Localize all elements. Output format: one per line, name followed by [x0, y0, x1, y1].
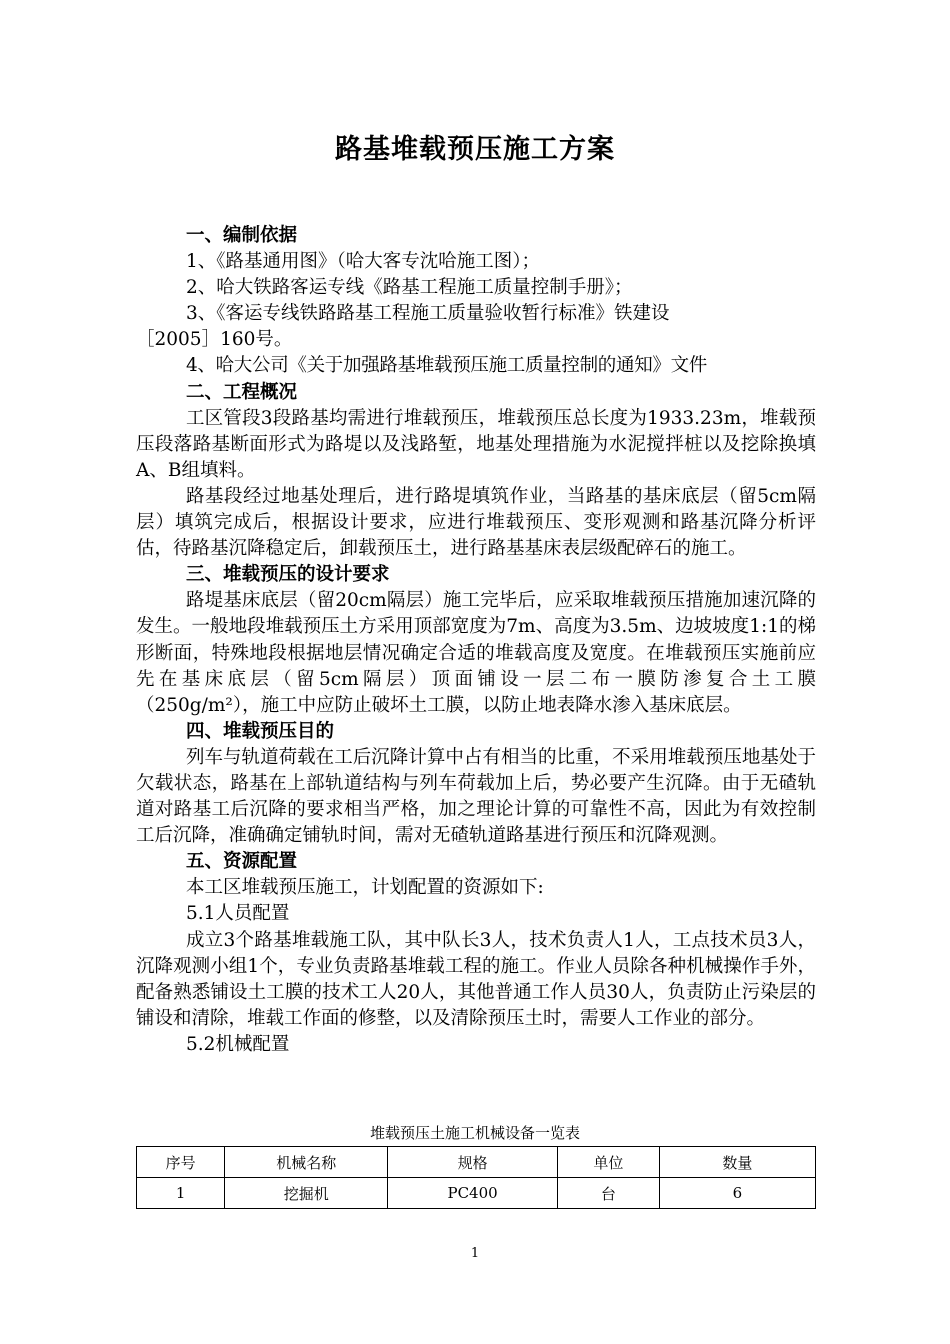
- cell-quantity: 6: [659, 1178, 815, 1209]
- basis-item-2: 2、哈大铁路客运专线《路基工程施工质量控制手册》；: [185, 277, 633, 299]
- section-heading-purpose: 四、堆载预压目的: [185, 720, 334, 742]
- personnel-paragraph: 成立3个路基堆载施工队，其中队长3人，技术负责人1人，工点技术员3人，沉降观测小组1个，专业负责路基堆载工程的施工。作业人员除各种机械操作手外，配备熟悉铺设土工膜的技术工人20人，其他普通工作人员30人，负责防止污染层的铺设和清除，堆载工作面的修整，以及清除预压土时，需要人工作业的部分。: [136, 929, 816, 1029]
- cell-specification: PC400: [388, 1178, 558, 1209]
- machinery-table: [136, 1146, 816, 1209]
- header-unit: 单位: [557, 1147, 659, 1178]
- section-heading-overview: 二、工程概况: [185, 381, 297, 403]
- table-caption: 堆载预压土施工机械设备一览表: [369, 1124, 580, 1142]
- cell-serial: 1: [137, 1178, 225, 1209]
- cell-unit: 台: [557, 1178, 659, 1209]
- basis-item-4: 4、哈大公司《关于加强路基堆载预压施工质量控制的通知》文件: [185, 355, 708, 377]
- overview-paragraph-1: 工区管段3段路基均需进行堆载预压，堆载预压总长度为1933.23m，堆载预压段落路基断面形式为路堤以及浅路堑，地基处理措施为水泥搅拌桩以及挖除换填A、B组填料。: [136, 407, 816, 481]
- design-paragraph: 路堤基床底层（留20cm隔层）施工完毕后，应采取堆载预压措施加速沉降的发生。一般地段堆载预压土方采用顶部宽度为7m、高度为3.5m、边坡坡度1:1的梯形断面，特殊地段根据地层情况确定合适的堆载高度及宽度。在堆载预压实施前应先在基床底层（留5cm隔层）顶面铺设一层二布一膜防渗复合土工膜（250g/m²），施工中应防止破坏土工膜，以防止地表降水渗入基床底层。: [136, 590, 816, 716]
- section-heading-basis: 一、编制依据: [185, 225, 297, 246]
- personnel-subheading: 5.1人员配置: [185, 903, 290, 925]
- cell-machine-name: 挖掘机: [225, 1178, 388, 1209]
- header-serial: 序号: [137, 1147, 225, 1178]
- section-heading-design: 三、堆载预压的设计要求: [185, 564, 390, 586]
- header-quantity: 数量: [659, 1147, 815, 1178]
- basis-item-3: 3、《客运专线铁路路基工程施工质量验收暂行标准》铁建设: [185, 303, 670, 325]
- resources-intro: 本工区堆载预压施工，计划配置的资源如下:: [185, 877, 544, 899]
- machinery-subheading: 5.2机械配置: [185, 1033, 290, 1055]
- overview-paragraph-2: 路基段经过地基处理后，进行路堤填筑作业，当路基的基床底层（留5cm隔层）填筑完成后，根据设计要求，应进行堆载预压、变形观测和路基沉降分析评估，待路基沉降稳定后，卸载预压土，进行路基基床表层级配碎石的施工。: [136, 485, 816, 560]
- basis-item-3-continued: ［2005］160号。: [136, 329, 293, 351]
- header-machine-name: 机械名称: [225, 1147, 388, 1178]
- page-number: 1: [470, 1246, 480, 1261]
- table-row: [137, 1178, 816, 1209]
- header-specification: 规格: [388, 1147, 558, 1178]
- table-header-row: [137, 1147, 816, 1178]
- document-title: 路基堆载预压施工方案: [335, 134, 615, 165]
- section-heading-resources: 五、资源配置: [185, 851, 297, 873]
- basis-item-1: 1、《路基通用图》（哈大客专沈哈施工图）；: [185, 251, 540, 273]
- document-body: [136, 223, 816, 1058]
- purpose-paragraph: 列车与轨道荷载在工后沉降计算中占有相当的比重，不采用堆载预压地基处于欠载状态，路基在上部轨道结构与列车荷载加上后，势必要产生沉降。由于无碴轨道对路基工后沉降的要求相当严格，加之理论计算的可靠性不高，因此为有效控制工后沉降，准确确定铺轨时间，需对无碴轨道路基进行预压和沉降观测。: [136, 746, 816, 847]
